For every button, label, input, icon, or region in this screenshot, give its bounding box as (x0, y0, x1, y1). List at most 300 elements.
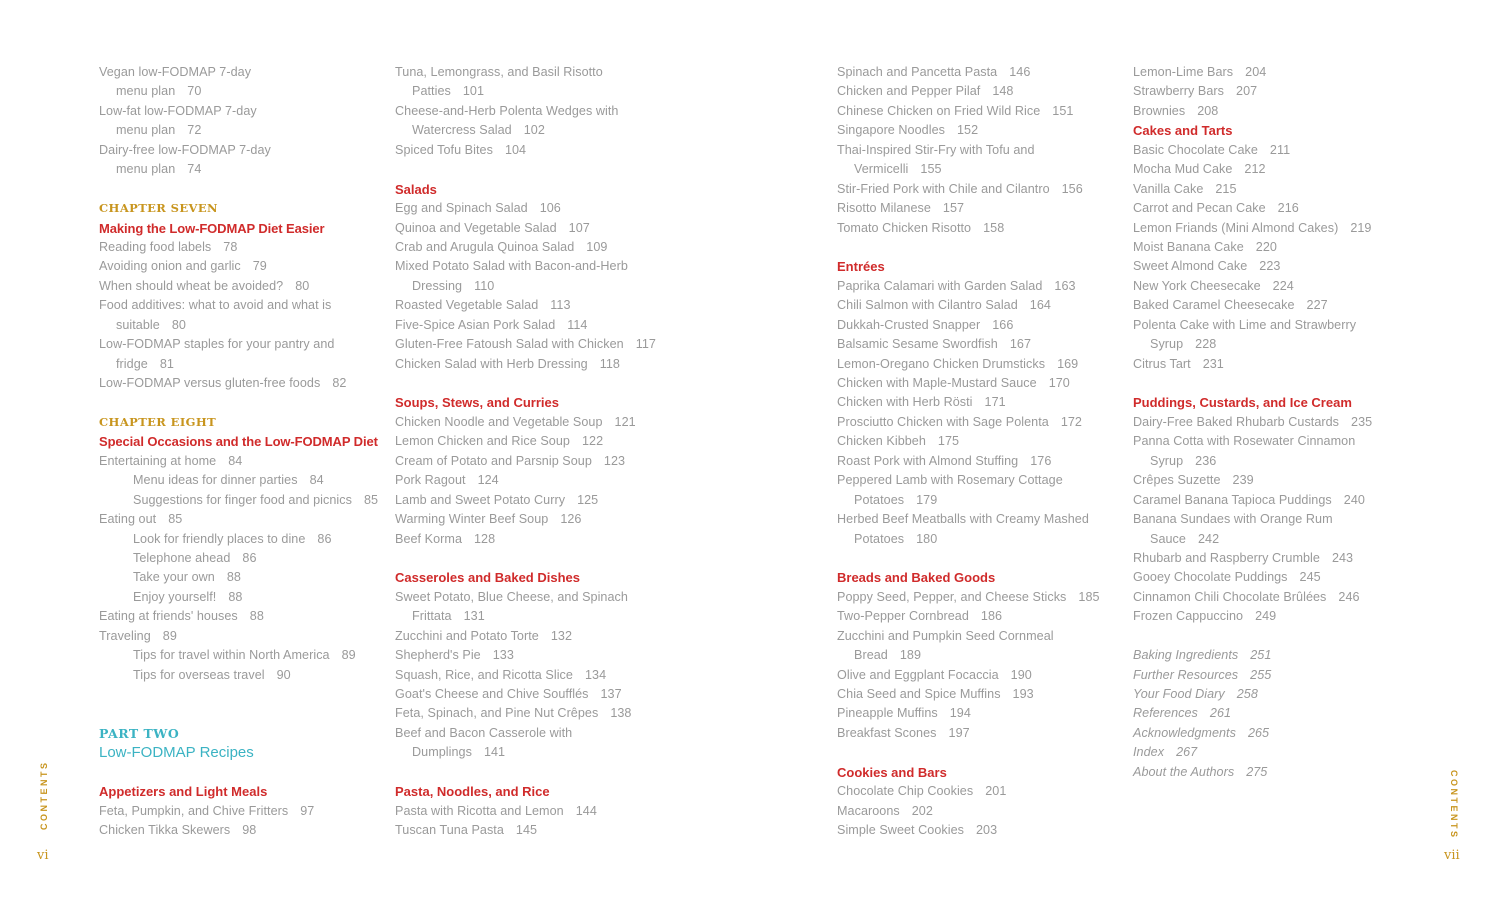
page-number-right: vii (1444, 848, 1460, 863)
toc-entry (99, 141, 389, 160)
toc-entry-title: Paprika Calamari with Garden Salad (837, 278, 1043, 293)
toc-entry-page: 121 (614, 414, 636, 429)
toc-entry-page: 203 (976, 823, 998, 838)
toc-entry-page: 107 (568, 220, 590, 235)
toc-entry-title: Citrus Tart (1133, 356, 1191, 371)
toc-entry-title: Beef and Bacon Casserole with (395, 725, 573, 740)
toc-entry (837, 316, 1127, 335)
toc-entry-title: Mocha Mud Cake (1133, 162, 1233, 177)
toc-entry-page: 137 (600, 687, 622, 701)
toc-entry (99, 666, 389, 685)
toc-entry-title: Frittata (412, 609, 452, 624)
toc-entry-title: Baked Caramel Cheesecake (1133, 298, 1295, 313)
toc-entry-page: 220 (1255, 239, 1277, 254)
toc-entry-page: 224 (1272, 278, 1294, 293)
chapter-label: CHAPTER EIGHT (99, 414, 217, 429)
toc-entry (99, 821, 389, 840)
toc-entry (99, 549, 389, 568)
toc-entry (837, 374, 1127, 393)
toc-entry-title: Chicken Noodle and Vegetable Soup (395, 414, 603, 429)
toc-entry-title: Bread (854, 648, 888, 663)
toc-entry (99, 257, 389, 276)
toc-entry (837, 82, 1127, 101)
toc-entry-title: Dressing (412, 278, 463, 293)
toc-entry-page: 211 (1269, 142, 1291, 157)
toc-entry (1133, 335, 1423, 354)
spacer (395, 549, 685, 568)
section-heading: Cookies and Bars (837, 764, 947, 780)
toc-entry-title: Traveling (99, 628, 151, 643)
toc-entry (1133, 588, 1423, 607)
toc-entry-page: 146 (1009, 65, 1031, 79)
toc-entry-page: 138 (610, 706, 632, 721)
toc-entry-title: Squash, Rice, and Ricotta Slice (395, 667, 573, 682)
toc-entry-page: 133 (492, 648, 514, 663)
toc-entry (1133, 160, 1423, 179)
toc-entry-title: Brownies (1133, 103, 1186, 118)
toc-entry-page: 193 (1012, 687, 1034, 701)
toc-entry (1133, 530, 1423, 549)
toc-entry-title: Lemon-Oregano Chicken Drumsticks (837, 356, 1046, 371)
toc-entry-page: 231 (1202, 356, 1224, 371)
toc-entry-title: Breakfast Scones (837, 725, 937, 740)
toc-entry-title: Low-FODMAP versus gluten-free foods (99, 376, 321, 390)
toc-entry-title: menu plan (116, 123, 176, 138)
toc-entry (837, 393, 1127, 412)
toc-entry-page: 223 (1259, 259, 1281, 274)
toc-entry-title: Egg and Spinach Salad (395, 201, 528, 216)
toc-entry (1133, 491, 1423, 510)
toc-entry (837, 724, 1127, 743)
toc-entry (837, 646, 1127, 665)
toc-entry-title: References (1133, 706, 1198, 721)
toc-entry-page: 239 (1232, 473, 1254, 488)
toc-entry-title: Patties (412, 84, 451, 99)
toc-entry-page: 245 (1299, 570, 1321, 585)
toc-entry (1133, 704, 1423, 723)
toc-entry (837, 102, 1127, 121)
toc-entry-title: Moist Banana Cake (1133, 239, 1244, 254)
toc-entry-page: 90 (276, 667, 291, 682)
toc-entry-title: Pasta with Ricotta and Lemon (395, 803, 564, 818)
toc-entry-title: Singapore Noodles (837, 123, 945, 138)
toc-entry-title: Your Food Diary (1133, 687, 1225, 701)
toc-entry-title: Chicken Tikka Skewers (99, 823, 231, 838)
toc-entry (837, 63, 1127, 82)
toc-entry-title: Further Resources (1133, 667, 1239, 682)
toc-entry (395, 102, 685, 121)
toc-entry-title: Chicken with Herb Rösti (837, 395, 973, 410)
toc-entry-title: Look for friendly places to dine (133, 531, 306, 546)
toc-entry (99, 607, 389, 626)
toc-entry-page: 166 (992, 317, 1014, 332)
toc-entry (395, 238, 685, 257)
toc-entry-page: 84 (228, 453, 243, 468)
toc-entry-page: 267 (1176, 745, 1198, 760)
toc-column-3 (837, 63, 1127, 841)
toc-entry-title: Spiced Tofu Bites (395, 142, 493, 157)
toc-entry-title: Watercress Salad (412, 123, 512, 138)
toc-entry-page: 85 (168, 512, 183, 527)
toc-entry-page: 118 (599, 356, 620, 371)
toc-entry (1133, 63, 1423, 82)
toc-entry-page: 175 (937, 434, 960, 449)
toc-entry-title: Dukkah-Crusted Snapper (837, 317, 981, 332)
toc-entry-title: Caramel Banana Tapioca Puddings (1133, 492, 1332, 507)
toc-entry-page: 179 (916, 492, 938, 507)
toc-entry-page: 86 (242, 550, 257, 565)
toc-entry-title: Polenta Cake with Lime and Strawberry (1133, 317, 1357, 332)
toc-entry-title: Poppy Seed, Pepper, and Cheese Sticks (837, 589, 1067, 604)
toc-entry-page: 98 (242, 823, 257, 838)
toc-entry-page: 194 (949, 706, 971, 721)
toc-entry (99, 82, 389, 101)
toc-entry-title: Mixed Potato Salad with Bacon-and-Herb (395, 259, 628, 274)
toc-entry-page: 171 (984, 395, 1006, 410)
toc-entry (99, 355, 389, 374)
toc-entry-title: Chicken Salad with Herb Dressing (395, 356, 588, 371)
toc-entry-title: Potatoes (854, 492, 905, 507)
toc-entry-title: Feta, Pumpkin, and Chive Fritters (99, 803, 289, 818)
section-heading: Breads and Baked Goods (837, 570, 996, 586)
toc-entry (837, 121, 1127, 140)
toc-entry-title: Chicken Kibbeh (837, 434, 926, 449)
toc-entry-title: Syrup (1150, 337, 1184, 352)
toc-entry (99, 63, 389, 82)
toc-entry-page: 117 (635, 337, 656, 352)
toc-entry-title: About the Authors (1133, 764, 1235, 779)
toc-entry-page: 106 (539, 201, 561, 216)
toc-column-1 (99, 63, 389, 841)
toc-entry-title: Sauce (1150, 531, 1186, 546)
spacer (99, 180, 389, 199)
toc-entry-page: 212 (1244, 162, 1266, 177)
toc-entry (837, 296, 1127, 315)
toc-entry (837, 355, 1127, 374)
toc-entry-title: Chia Seed and Spice Muffins (837, 687, 1001, 701)
toc-entry-page: 78 (223, 239, 238, 254)
toc-entry-title: Cream of Potato and Parsnip Soup (395, 453, 592, 468)
toc-entry-page: 124 (477, 473, 499, 488)
toc-entry (99, 102, 389, 121)
toc-entry (99, 588, 389, 607)
toc-column-2 (395, 63, 685, 841)
part-title: Low-FODMAP Recipes (99, 744, 254, 762)
spacer (395, 763, 685, 782)
toc-entry-title: Chocolate Chip Cookies (837, 784, 974, 799)
spacer (99, 685, 389, 724)
toc-entry (395, 471, 685, 490)
toc-entry-title: Feta, Spinach, and Pine Nut Crêpes (395, 706, 599, 721)
toc-entry-page: 82 (332, 376, 347, 390)
toc-entry (1133, 763, 1423, 782)
toc-entry (1133, 510, 1423, 529)
toc-entry-page: 185 (1078, 589, 1100, 604)
section-heading: Salads (395, 181, 437, 197)
toc-entry-title: Olive and Eggplant Focaccia (837, 667, 999, 682)
side-label-left: CONTENTS (39, 760, 49, 830)
spacer (99, 393, 389, 412)
toc-column-4 (1133, 63, 1423, 782)
toc-entry-title: Gooey Chocolate Puddings (1133, 570, 1288, 585)
toc-entry-page: 85 (363, 492, 379, 507)
toc-entry (99, 627, 389, 646)
toc-entry (99, 374, 389, 393)
toc-entry (837, 821, 1127, 840)
toc-entry-title: Goat's Cheese and Chive Soufflés (395, 687, 589, 701)
toc-entry (837, 432, 1127, 451)
toc-entry (1133, 238, 1423, 257)
toc-entry-page: 84 (309, 473, 324, 488)
toc-entry (837, 491, 1127, 510)
toc-entry (837, 704, 1127, 723)
toc-entry (1133, 666, 1423, 685)
toc-entry (395, 743, 685, 762)
toc-entry (1133, 316, 1423, 335)
toc-entry-title: Banana Sundaes with Orange Rum (1133, 512, 1333, 527)
toc-entry-title: Tuscan Tuna Pasta (395, 823, 504, 838)
toc-entry-page: 265 (1247, 725, 1270, 740)
toc-entry-page: 80 (295, 278, 310, 293)
toc-entry (1133, 102, 1423, 121)
toc-entry-page: 89 (162, 628, 177, 643)
toc-entry (99, 530, 389, 549)
toc-entry-page: 202 (911, 803, 933, 818)
toc-entry (395, 491, 685, 510)
section-heading: Pasta, Noodles, and Rice (395, 784, 550, 800)
toc-entry-title: Reading food labels (99, 239, 212, 254)
toc-entry-page: 123 (603, 453, 626, 468)
toc-entry-title: Cinnamon Chili Chocolate Brûlées (1133, 589, 1327, 604)
toc-entry-page: 243 (1331, 550, 1354, 565)
toc-entry (395, 199, 685, 218)
toc-entry-title: Stir-Fried Pork with Chile and Cilantro (837, 181, 1050, 196)
toc-entry-page: 204 (1245, 65, 1267, 79)
spacer (1133, 627, 1423, 646)
toc-entry-page: 145 (515, 823, 538, 838)
toc-entry-title: When should wheat be avoided? (99, 278, 284, 293)
part-label: PART TWO (99, 725, 180, 741)
toc-entry-page: 79 (252, 259, 267, 274)
toc-entry (837, 802, 1127, 821)
toc-entry (395, 432, 685, 451)
toc-entry-title: Warming Winter Beef Soup (395, 512, 549, 527)
toc-entry (837, 607, 1127, 626)
spacer (395, 160, 685, 179)
toc-entry (837, 666, 1127, 685)
toc-entry-page: 144 (575, 803, 597, 818)
toc-entry (395, 510, 685, 529)
toc-entry-page: 72 (187, 123, 202, 138)
section-heading: Entrées (837, 259, 885, 275)
toc-entry-page: 86 (317, 531, 332, 546)
section-heading: Casseroles and Baked Dishes (395, 570, 580, 586)
toc-entry-title: Food additives: what to avoid and what is (99, 298, 332, 313)
toc-entry (395, 141, 685, 160)
toc-entry (837, 199, 1127, 218)
toc-entry-page: 219 (1350, 220, 1372, 235)
toc-entry-title: Tuna, Lemongrass, and Basil Risotto (395, 65, 603, 79)
toc-entry-title: Two-Pepper Cornbread (837, 609, 969, 624)
toc-entry (1133, 685, 1423, 704)
toc-entry-page: 163 (1054, 278, 1076, 293)
section-heading: Soups, Stews, and Curries (395, 395, 559, 411)
toc-entry-page: 261 (1209, 706, 1232, 721)
spacer (1133, 374, 1423, 393)
toc-entry (1133, 646, 1423, 665)
toc-entry-page: 236 (1195, 453, 1217, 468)
toc-entry-title: Carrot and Pecan Cake (1133, 201, 1266, 216)
toc-entry-title: menu plan (116, 84, 176, 99)
toc-entry-title: Dumplings (412, 745, 472, 760)
toc-entry (395, 802, 685, 821)
toc-entry-title: Prosciutto Chicken with Sage Polenta (837, 414, 1049, 429)
side-label-right: CONTENTS (1449, 770, 1459, 840)
toc-entry (395, 413, 685, 432)
toc-entry-title: menu plan (116, 162, 176, 177)
toc-entry-page: 97 (300, 803, 315, 818)
toc-entry-title: Acknowledgments (1133, 725, 1236, 740)
toc-entry (837, 277, 1127, 296)
toc-entry-title: Eating out (99, 512, 157, 527)
page-number-left: vi (37, 848, 49, 863)
toc-entry-page: 102 (523, 123, 545, 138)
toc-entry (1133, 277, 1423, 296)
toc-entry-title: Sweet Almond Cake (1133, 259, 1248, 274)
toc-entry-page: 240 (1343, 492, 1365, 507)
toc-entry-title: Avoiding onion and garlic (99, 259, 241, 274)
toc-entry (99, 568, 389, 587)
toc-entry-page: 275 (1246, 764, 1268, 779)
toc-entry-page: 134 (584, 667, 607, 682)
toc-entry-page: 151 (1052, 103, 1074, 118)
toc-entry-page: 128 (474, 531, 496, 546)
toc-entry (1133, 549, 1423, 568)
toc-entry (99, 802, 389, 821)
toc-entry (837, 219, 1127, 238)
toc-entry-page: 258 (1236, 687, 1258, 701)
toc-entry-page: 155 (920, 162, 942, 177)
toc-entry-page: 101 (462, 84, 485, 99)
toc-entry-title: Panna Cotta with Rosewater Cinnamon (1133, 434, 1356, 449)
toc-entry-title: Low-FODMAP staples for your pantry and (99, 337, 335, 352)
toc-entry-page: 104 (504, 142, 527, 157)
toc-entry-title: Lemon-Lime Bars (1133, 65, 1234, 79)
toc-entry (395, 335, 685, 354)
toc-entry (395, 219, 685, 238)
toc-entry (395, 666, 685, 685)
toc-entry (395, 296, 685, 315)
toc-entry (837, 160, 1127, 179)
toc-entry-page: 74 (187, 162, 202, 177)
toc-entry-title: Index (1133, 745, 1165, 760)
toc-entry-page: 152 (956, 123, 979, 138)
toc-entry (395, 821, 685, 840)
toc-entry-page: 158 (983, 220, 1005, 235)
toc-entry-title: Lamb and Sweet Potato Curry (395, 492, 566, 507)
toc-entry-page: 169 (1057, 356, 1079, 371)
toc-entry-page: 197 (948, 725, 970, 740)
toc-entry-page: 251 (1250, 648, 1272, 663)
toc-entry-page: 176 (1030, 453, 1052, 468)
toc-entry-title: suitable (116, 317, 160, 332)
toc-entry (395, 257, 685, 276)
toc-entry-page: 89 (341, 648, 356, 663)
toc-entry (99, 471, 389, 490)
toc-entry-title: Tips for overseas travel (133, 667, 265, 682)
toc-entry-title: Risotto Milanese (837, 201, 931, 216)
toc-entry-page: 148 (992, 84, 1014, 99)
toc-entry-title: Chinese Chicken on Fried Wild Rice (837, 103, 1041, 118)
toc-entry-page: 170 (1048, 376, 1070, 390)
toc-entry-title: Macaroons (837, 803, 900, 818)
toc-entry (395, 277, 685, 296)
toc-entry-title: Five-Spice Asian Pork Salad (395, 317, 556, 332)
toc-entry-page: 113 (550, 298, 571, 313)
section-heading: Puddings, Custards, and Ice Cream (1133, 395, 1352, 411)
toc-entry (395, 316, 685, 335)
toc-entry-page: 190 (1010, 667, 1032, 682)
chapter-title: Making the Low-FODMAP Diet Easier (99, 220, 325, 236)
toc-entry (837, 530, 1127, 549)
toc-entry-title: Herbed Beef Meatballs with Creamy Mashed (837, 512, 1089, 527)
toc-entry-title: Suggestions for finger food and picnics (133, 492, 352, 507)
toc-entry-page: 132 (550, 628, 573, 643)
toc-entry-title: New York Cheesecake (1133, 278, 1261, 293)
toc-entry (1133, 432, 1423, 451)
toc-entry-page: 141 (483, 745, 506, 760)
toc-entry (395, 588, 685, 607)
toc-entry (99, 452, 389, 471)
toc-entry-page: 207 (1236, 84, 1258, 99)
toc-entry (1133, 141, 1423, 160)
toc-entry-title: Gluten-Free Fatoush Salad with Chicken (395, 337, 624, 352)
toc-entry (395, 724, 685, 743)
toc-entry (1133, 452, 1423, 471)
toc-entry (1133, 607, 1423, 626)
spacer (837, 238, 1127, 257)
toc-entry (837, 471, 1127, 490)
toc-entry-page: 216 (1277, 201, 1299, 216)
toc-entry-title: Potatoes (854, 531, 905, 546)
toc-entry-title: Thai-Inspired Stir-Fry with Tofu and (837, 142, 1035, 157)
toc-entry-title: Dairy-free low-FODMAP 7-day (99, 142, 271, 157)
toc-entry-title: Dairy-Free Baked Rhubarb Custards (1133, 414, 1340, 429)
toc-entry-title: Crêpes Suzette (1133, 473, 1221, 488)
toc-entry-page: 125 (577, 492, 599, 507)
toc-entry-title: Vegan low-FODMAP 7-day (99, 65, 252, 79)
toc-entry-page: 114 (567, 317, 588, 332)
toc-entry (1133, 257, 1423, 276)
toc-entry-page: 126 (560, 512, 582, 527)
toc-entry-title: Simple Sweet Cookies (837, 823, 964, 838)
toc-entry-title: Spinach and Pancetta Pasta (837, 65, 998, 79)
toc-entry-title: Syrup (1150, 453, 1184, 468)
toc-entry (837, 510, 1127, 529)
toc-entry-page: 70 (187, 84, 202, 99)
toc-entry-title: Shepherd's Pie (395, 648, 481, 663)
toc-entry (837, 452, 1127, 471)
toc-entry-title: Tips for travel within North America (133, 648, 330, 663)
toc-entry-page: 109 (586, 239, 608, 254)
toc-entry-page: 110 (474, 278, 495, 293)
toc-entry-title: Strawberry Bars (1133, 84, 1225, 99)
toc-entry-page: 189 (899, 648, 922, 663)
toc-entry (395, 121, 685, 140)
spacer (99, 763, 389, 782)
toc-entry (1133, 180, 1423, 199)
toc-entry-title: Vermicelli (854, 162, 909, 177)
